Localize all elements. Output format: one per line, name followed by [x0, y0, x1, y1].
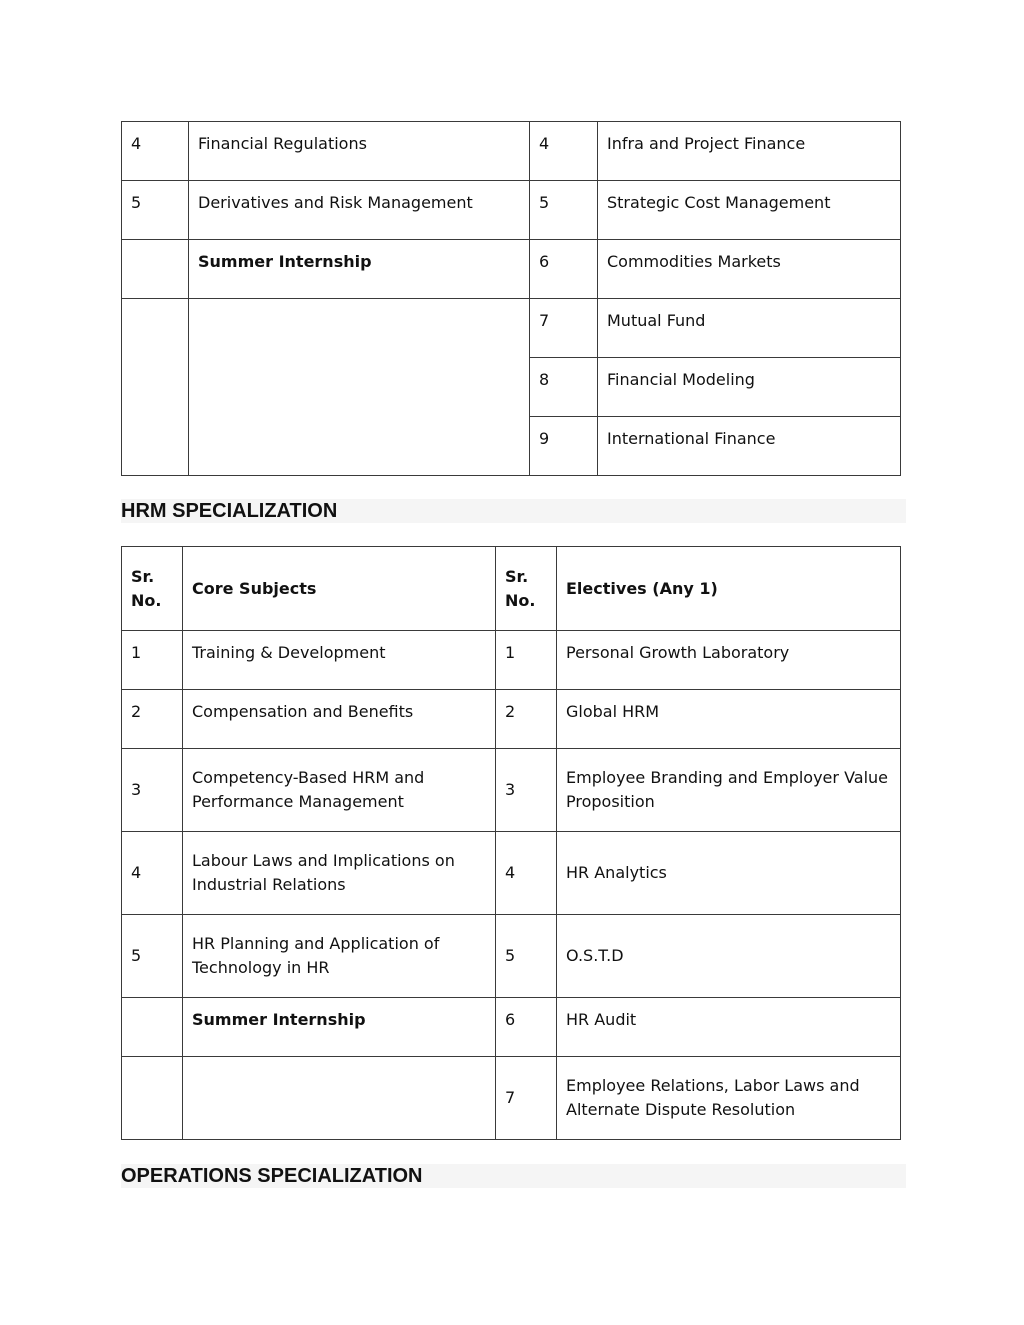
table-row	[122, 1057, 901, 1140]
operations-section-heading: OPERATIONS SPECIALIZATION	[121, 1164, 906, 1188]
elective-sr-no: 8	[530, 358, 598, 417]
elective-sr-no: 1	[496, 631, 557, 690]
core-subject: Summer Internship	[189, 240, 530, 299]
core-sr-no: 1	[122, 631, 183, 690]
core-sr-no: 4	[122, 122, 189, 181]
table-row	[122, 181, 901, 240]
core-sr-no: 5	[122, 915, 183, 998]
elective-subject: Global HRM	[557, 690, 901, 749]
hrm-subjects-table	[121, 546, 901, 1140]
elective-sr-no: 6	[530, 240, 598, 299]
elective-sr-no: 6	[496, 998, 557, 1057]
table-row	[122, 631, 901, 690]
core-subject	[183, 1057, 496, 1140]
elective-subject: Mutual Fund	[598, 299, 901, 358]
table-header-row	[122, 547, 901, 631]
core-subject: Financial Regulations	[189, 122, 530, 181]
elective-subject: Employee Relations, Labor Laws and Alternate Dispute Resolution	[557, 1057, 901, 1140]
core-subject: Competency-Based HRM and Performance Management	[183, 749, 496, 832]
finance-electives-table	[121, 121, 901, 476]
elective-sr-no: 5	[496, 915, 557, 998]
core-sr-no	[122, 998, 183, 1057]
elective-subject: Financial Modeling	[598, 358, 901, 417]
elective-sr-no: 7	[496, 1057, 557, 1140]
core-sr-no	[122, 240, 189, 299]
header-electives: Electives (Any 1)	[557, 547, 901, 631]
elective-sr-no: 9	[530, 417, 598, 476]
header-sr-no-electives: Sr. No.	[496, 547, 557, 631]
core-subject: Summer Internship	[183, 998, 496, 1057]
elective-subject: Employee Branding and Employer Value Proposition	[557, 749, 901, 832]
table-row	[122, 240, 901, 299]
elective-subject: Personal Growth Laboratory	[557, 631, 901, 690]
core-sr-no: 3	[122, 749, 183, 832]
empty-cell	[122, 299, 189, 476]
elective-sr-no: 4	[496, 832, 557, 915]
empty-cell	[189, 299, 530, 476]
hrm-section-heading: HRM SPECIALIZATION	[121, 499, 906, 523]
core-subject: Labour Laws and Implications on Industrial Relations	[183, 832, 496, 915]
table-row	[122, 998, 901, 1057]
core-sr-no: 2	[122, 690, 183, 749]
table-row	[122, 832, 901, 915]
core-sr-no	[122, 1057, 183, 1140]
elective-subject: HR Analytics	[557, 832, 901, 915]
header-sr-no: Sr. No.	[122, 547, 183, 631]
elective-subject: International Finance	[598, 417, 901, 476]
elective-subject: O.S.T.D	[557, 915, 901, 998]
table-row	[122, 749, 901, 832]
core-sr-no: 5	[122, 181, 189, 240]
elective-sr-no: 7	[530, 299, 598, 358]
elective-sr-no: 5	[530, 181, 598, 240]
core-sr-no: 4	[122, 832, 183, 915]
core-subject: Training & Development	[183, 631, 496, 690]
table-row	[122, 122, 901, 181]
elective-subject: Infra and Project Finance	[598, 122, 901, 181]
header-core-subjects: Core Subjects	[183, 547, 496, 631]
elective-subject: Strategic Cost Management	[598, 181, 901, 240]
elective-sr-no: 4	[530, 122, 598, 181]
core-subject: Compensation and Benefits	[183, 690, 496, 749]
elective-sr-no: 2	[496, 690, 557, 749]
table-row	[122, 299, 901, 358]
table-row	[122, 690, 901, 749]
core-subject: HR Planning and Application of Technology in HR	[183, 915, 496, 998]
table-row	[122, 915, 901, 998]
elective-sr-no: 3	[496, 749, 557, 832]
elective-subject: Commodities Markets	[598, 240, 901, 299]
core-subject: Derivatives and Risk Management	[189, 181, 530, 240]
elective-subject: HR Audit	[557, 998, 901, 1057]
